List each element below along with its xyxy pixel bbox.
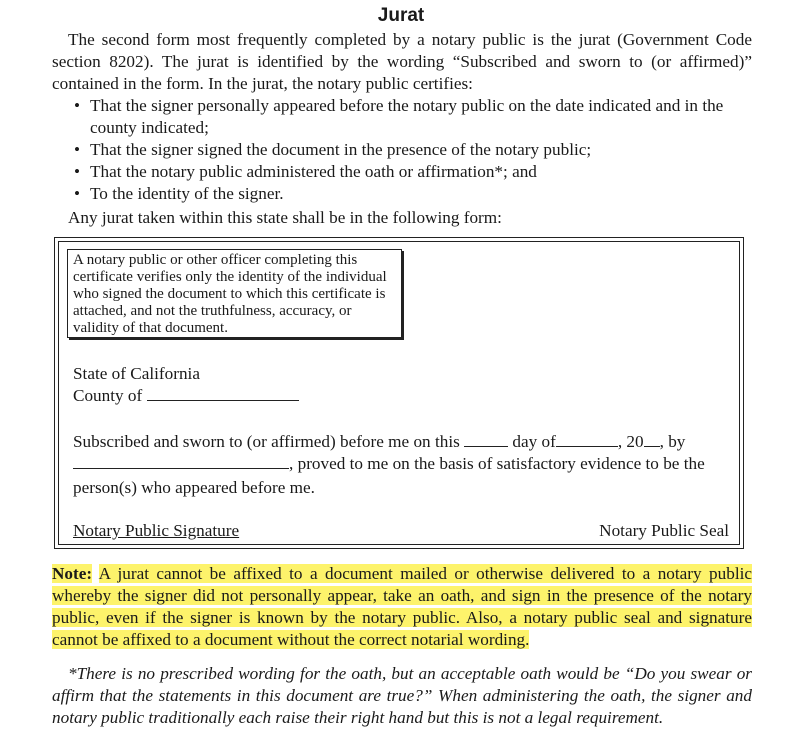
bullet-icon: • [74,162,81,181]
oath-footnote: *There is no prescribed wording for the oath, but an acceptable oath would be “Do you swear or affirm that the statements in this document are true?” When administering the oath, the signer and notary public traditionally each raise their right hand but this is not a legal requirement. [52,664,752,727]
note-paragraph [52,563,752,651]
list-item-text: That the signer signed the document in the presence of the notary public; [90,140,592,159]
persons-line: person(s) who appeared before me. [73,478,315,497]
notice-box: A notary public or other officer completing this certificate verifies only the identity of the individual who signed the document to which this certificate is attached, and not the truthfulness, accuracy, or validity of that document. [67,249,402,338]
month-blank[interactable] [556,431,618,447]
list-item [74,95,754,139]
bullet-icon: • [74,184,81,203]
page-title: Jurat [377,5,425,26]
list-item [74,183,754,205]
certification-list [74,95,754,205]
list-item-text: To the identity of the signer. [90,184,284,203]
county-blank[interactable] [147,385,299,401]
seal-label: Notary Public Seal [599,521,729,540]
jurat-form-inner [58,241,740,545]
jurat-form [54,237,744,549]
sworn-text-2: day of [512,432,556,451]
proved-line [73,453,705,475]
year-blank[interactable] [644,431,660,447]
bullet-icon: • [74,96,81,115]
note-text: A jurat cannot be affixed to a document mailed or otherwise delivered to a notary public whereby the signer did not personally appear, take an oath, and sign in the presence of the notary public, even if the signer is known by the notary public. Also, a notary public seal and signature cannot be affixed to a document without the correct notarial wording. [52,564,752,649]
form-lead-text: Any jurat taken within this state shall be in the following form: [68,208,502,227]
proved-text: , proved to me on the basis of satisfactory evidence to be the [289,454,705,473]
sworn-text-1: Subscribed and sworn to (or affirmed) before me on this [73,432,460,451]
county-label: County of [73,386,143,405]
county-line [73,385,299,407]
day-blank[interactable] [464,431,508,447]
list-item-text: That the signer personally appeared before the notary public on the date indicated and in the county indicated; [90,96,724,137]
state-line: State of California [73,364,200,383]
sworn-text-4: , by [659,432,686,451]
signer-name-blank[interactable] [73,453,289,469]
list-item [74,161,754,183]
bullet-icon: • [74,140,81,159]
list-item-text: That the notary public administered the oath or affirmation*; and [90,162,537,181]
intro-paragraph: The second form most frequently completed by a notary public is the jurat (Government Code section 8202). The jurat is identified by the wording “Subscribed and sworn to (or affirmed)” contained in the form. In the jurat, the notary public certifies: [52,30,752,93]
list-item [74,139,754,161]
signature-label: Notary Public Signature [73,521,240,540]
sworn-line [73,431,685,453]
sworn-text-3: , 20 [617,432,644,451]
note-label: Note: [52,564,93,583]
